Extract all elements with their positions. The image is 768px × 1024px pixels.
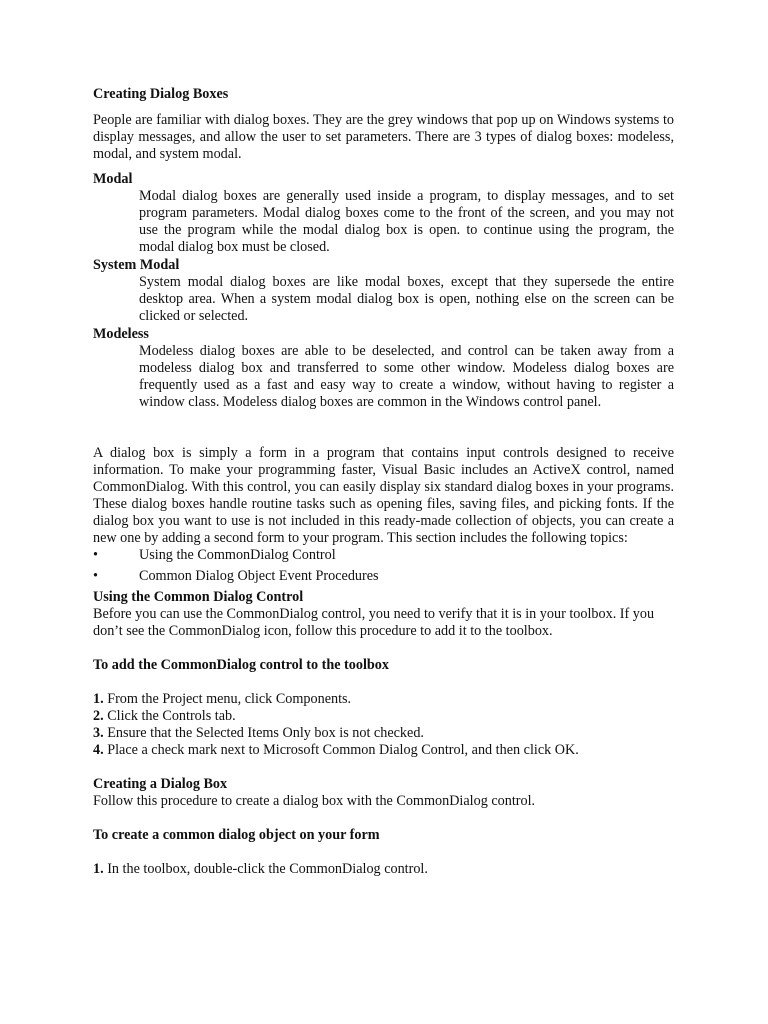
term-modeless: Modeless xyxy=(93,326,149,342)
step-number: 1. xyxy=(93,691,104,707)
step-item xyxy=(93,861,674,878)
intro-paragraph: People are familiar with dialog boxes. They are the grey windows that pop up on Windows systems to display messages, and allow the user to set parameters. There are 3 types of dialog boxes: modeless, modal, and system modal. xyxy=(93,112,674,162)
creating-paragraph: Follow this procedure to create a dialog box with the CommonDialog control. xyxy=(93,793,536,809)
list-item xyxy=(93,547,674,564)
list-item-text: Using the CommonDialog Control xyxy=(139,547,336,563)
add-steps xyxy=(93,691,674,759)
step-item xyxy=(93,742,674,759)
overview-paragraph: A dialog box is simply a form in a program that contains input controls designed to receive information. To make your programming faster, Visual Basic includes an ActiveX control, named CommonDialog. With this control, you can easily display six standard dialog boxes in your programs. These dialog boxes handle routine tasks such as opening files, saving files, and picking fonts. If the dialog box you want to use is not included in this ready-made collection of objects, you can create a new one by adding a second form to your program. This section includes the following topics: xyxy=(93,445,674,546)
step-text: Click the Controls tab. xyxy=(103,708,236,724)
step-number: 1. xyxy=(93,861,104,877)
section-heading-using: Using the Common Dialog Control xyxy=(93,589,304,605)
step-number: 3. xyxy=(93,725,104,741)
procedure-heading-create: To create a common dialog object on your form xyxy=(93,827,380,843)
term-system-modal-description: System modal dialog boxes are like modal boxes, except that they supersede the entire desktop area. When a system modal dialog box is open, nothing else on the screen can be clicked or selected. xyxy=(139,274,674,324)
step-item xyxy=(93,708,674,725)
section-heading-creating: Creating a Dialog Box xyxy=(93,776,228,792)
bullet-icon: • xyxy=(93,547,98,563)
term-modal-description: Modal dialog boxes are generally used inside a program, to display messages, and to set program parameters. Modal dialog boxes come to the front of the screen, and you may not use the program while the modal dialog box is open. to continue using the program, the modal dialog box must be closed. xyxy=(139,188,674,255)
term-modeless-description: Modeless dialog boxes are able to be deselected, and control can be taken away from a modeless dialog box and transferred to some other window. Modeless dialog boxes are frequently used as a fast and easy way to create a window, without having to register a window class. Modeless dialog boxes are common in the Windows control panel. xyxy=(139,343,674,410)
create-steps xyxy=(93,861,674,878)
step-text: In the toolbox, double-click the CommonDialog control. xyxy=(103,861,428,877)
step-text: Ensure that the Selected Items Only box is not checked. xyxy=(103,725,424,741)
document-title: Creating Dialog Boxes xyxy=(93,86,229,102)
list-item-text: Common Dialog Object Event Procedures xyxy=(139,568,379,584)
list-item xyxy=(93,568,674,585)
procedure-heading-add: To add the CommonDialog control to the toolbox xyxy=(93,657,389,673)
step-text: From the Project menu, click Components. xyxy=(103,691,352,707)
step-number: 4. xyxy=(93,742,104,758)
bullet-icon: • xyxy=(93,568,98,584)
term-modal: Modal xyxy=(93,171,133,187)
using-paragraph: Before you can use the CommonDialog control, you need to verify that it is in your toolbox. If you don’t see the CommonDialog icon, follow this procedure to add it to the toolbox. xyxy=(93,606,655,639)
step-item xyxy=(93,725,674,742)
step-item xyxy=(93,691,674,708)
step-number: 2. xyxy=(93,708,104,724)
document-page xyxy=(93,86,674,878)
term-system-modal: System Modal xyxy=(93,257,180,273)
step-text: Place a check mark next to Microsoft Common Dialog Control, and then click OK. xyxy=(103,742,579,758)
topics-list xyxy=(93,547,674,585)
